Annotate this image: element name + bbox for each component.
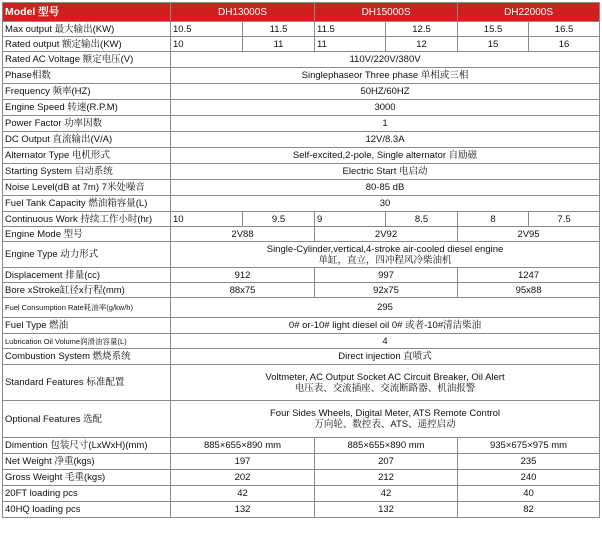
cell-value: 11 (315, 37, 386, 52)
cell-value: 95x88 (458, 283, 600, 298)
row-displacement (3, 268, 600, 283)
row-label: Dimention 包装尺寸(LxWxH)(mm) (3, 438, 171, 454)
model-dh13000s-header: DH13000S (171, 3, 315, 22)
cell-value: 202 (171, 470, 315, 486)
row-engine-mode (3, 227, 600, 242)
row-label: Max output 最大输出(KW) (3, 22, 171, 37)
cell-value: 2V95 (458, 227, 600, 242)
row-fuel-tank (3, 196, 600, 212)
cell-value: 7.5 (529, 212, 600, 227)
cell-value: 11.5 (243, 22, 315, 37)
cell-value: 12V/8.3A (171, 132, 600, 148)
row-label: Fuel Tank Capacity 燃油箱容量(L) (3, 196, 171, 212)
cell-value: 2V88 (171, 227, 315, 242)
row-label: Engine Type 动力形式 (3, 242, 171, 268)
row-starting-system (3, 164, 600, 180)
cell-value: 40 (458, 486, 600, 502)
cell-value: 912 (171, 268, 315, 283)
row-label: Engine Speed 转速(R.P.M) (3, 100, 171, 116)
cell-value: Direct injection 直喷式 (171, 349, 600, 365)
optional-features-cell (171, 401, 600, 438)
row-rated-output (3, 37, 600, 52)
row-label: Displacement 排量(cc) (3, 268, 171, 283)
cell-value: Electric Start 电启动 (171, 164, 600, 180)
row-net-weight (3, 454, 600, 470)
cell-value: 8.5 (386, 212, 458, 227)
cell-value: 30 (171, 196, 600, 212)
cell-value: 10 (171, 37, 243, 52)
cell-value: 82 (458, 502, 600, 518)
row-label: Standard Features 标准配置 (3, 365, 171, 401)
cell-value: 132 (171, 502, 315, 518)
cell-value: 132 (315, 502, 458, 518)
cell-value: 11 (243, 37, 315, 52)
cell-value: 10 (171, 212, 243, 227)
row-gross-weight (3, 470, 600, 486)
row-continuous-work (3, 212, 600, 227)
row-standard-features (3, 365, 600, 401)
cell-value: 295 (171, 298, 600, 318)
row-label: Starting System 启动系统 (3, 164, 171, 180)
row-power-factor (3, 116, 600, 132)
cell-value: 0# or-10# light diesel oil 0# 或者-10#清洁柴油 (171, 318, 600, 334)
cell-value: 4 (171, 334, 600, 349)
cell-value: 12.5 (386, 22, 458, 37)
optional-features-line-2: 万向轮、数控表、ATS、遥控启动 (314, 419, 456, 430)
engine-type-cell (171, 242, 600, 268)
row-label: Optional Features 选配 (3, 401, 171, 438)
row-label: Rated AC Voltage 额定电压(V) (3, 52, 171, 68)
row-optional-features (3, 401, 600, 438)
cell-value: 885×655×890 mm (315, 438, 458, 454)
row-alternator-type (3, 148, 600, 164)
row-label: Phase相数 (3, 68, 171, 84)
spec-table (2, 2, 600, 518)
row-dimension (3, 438, 600, 454)
row-label: 40HQ loading pcs (3, 502, 171, 518)
cell-value: 197 (171, 454, 315, 470)
cell-value: Singlephaseor Three phase 单相或三相 (171, 68, 600, 84)
row-label: 20FT loading pcs (3, 486, 171, 502)
row-label: DC Output 直流输出(V/A) (3, 132, 171, 148)
row-label: Frequency 频率(HZ) (3, 84, 171, 100)
cell-value: 1247 (458, 268, 600, 283)
cell-value: 10.5 (171, 22, 243, 37)
row-lubrication-oil (3, 334, 600, 349)
model-dh22000s-header: DH22000S (458, 3, 600, 22)
row-noise-level (3, 180, 600, 196)
row-bore-stroke (3, 283, 600, 298)
row-40hq-loading (3, 502, 600, 518)
cell-value: 9.5 (243, 212, 315, 227)
row-label: Engine Mode 型号 (3, 227, 171, 242)
standard-features-line-1: Voltmeter, AC Output Socket AC Circuit Breaker, Oil Alert (265, 371, 505, 383)
row-label: Fuel Consumption Rate耗油率(g/kw/h) (3, 298, 171, 318)
row-label: Rated output 额定输出(KW) (3, 37, 171, 52)
row-max-output (3, 22, 600, 37)
cell-value: 935×675×975 mm (458, 438, 600, 454)
row-label: Gross Weight 毛重(kgs) (3, 470, 171, 486)
cell-value: 997 (315, 268, 458, 283)
row-fuel-consumption (3, 298, 600, 318)
cell-value: 15.5 (458, 22, 529, 37)
cell-value: 92x75 (315, 283, 458, 298)
row-phase (3, 68, 600, 84)
row-dc-output (3, 132, 600, 148)
row-label: Alternator Type 电机形式 (3, 148, 171, 164)
cell-value: 12 (386, 37, 458, 52)
cell-value: 42 (171, 486, 315, 502)
cell-value: 9 (315, 212, 386, 227)
cell-value: 1 (171, 116, 600, 132)
model-dh15000s-header: DH15000S (315, 3, 458, 22)
cell-value: 42 (315, 486, 458, 502)
cell-value: 16 (529, 37, 600, 52)
row-engine-speed (3, 100, 600, 116)
engine-type-line-1: Single-Cylinder,vertical,4-stroke air-cooled diesel engine (266, 243, 504, 255)
row-label: Power Factor 功率因数 (3, 116, 171, 132)
cell-value: 8 (458, 212, 529, 227)
cell-value: 11.5 (315, 22, 386, 37)
row-engine-type (3, 242, 600, 268)
cell-value: 885×655×890 mm (171, 438, 315, 454)
cell-value: 110V/220V/380V (171, 52, 600, 68)
cell-value: 80-85 dB (171, 180, 600, 196)
row-fuel-type (3, 318, 600, 334)
cell-value: 15 (458, 37, 529, 52)
cell-value: 212 (315, 470, 458, 486)
model-header-label: Model 型号 (3, 3, 171, 22)
header-row (3, 3, 600, 22)
cell-value: 240 (458, 470, 600, 486)
row-label: Net Weight 净重(kgs) (3, 454, 171, 470)
row-combustion-system (3, 349, 600, 365)
optional-features-line-1: Four Sides Wheels, Digital Meter, ATS Remote Control (270, 408, 501, 419)
standard-features-line-2: 电压表、交流插座、交流断路器、机油报警 (294, 382, 476, 394)
cell-value: 16.5 (529, 22, 600, 37)
row-rated-voltage (3, 52, 600, 68)
row-label: Lubrication Oil Volume润滑油容量(L) (3, 334, 171, 349)
cell-value: Self-excited,2-pole, Single alternator 自励磁 (171, 148, 600, 164)
row-label: Combustion System 燃烧系统 (3, 349, 171, 365)
cell-value: 88x75 (171, 283, 315, 298)
row-20ft-loading (3, 486, 600, 502)
standard-features-cell (171, 365, 600, 401)
cell-value: 2V92 (315, 227, 458, 242)
cell-value: 3000 (171, 100, 600, 116)
cell-value: 207 (315, 454, 458, 470)
row-label: Fuel Type 燃油 (3, 318, 171, 334)
engine-type-line-2: 单缸，直立，四冲程风冷柴油机 (318, 254, 452, 266)
row-label: Noise Level(dB at 7m) 7米处噪音 (3, 180, 171, 196)
row-frequency (3, 84, 600, 100)
cell-value: 50HZ/60HZ (171, 84, 600, 100)
cell-value: 235 (458, 454, 600, 470)
row-label: Bore xStroke缸径x行程(mm) (3, 283, 171, 298)
row-label: Continuous Work 持续工作小时(hr) (3, 212, 171, 227)
